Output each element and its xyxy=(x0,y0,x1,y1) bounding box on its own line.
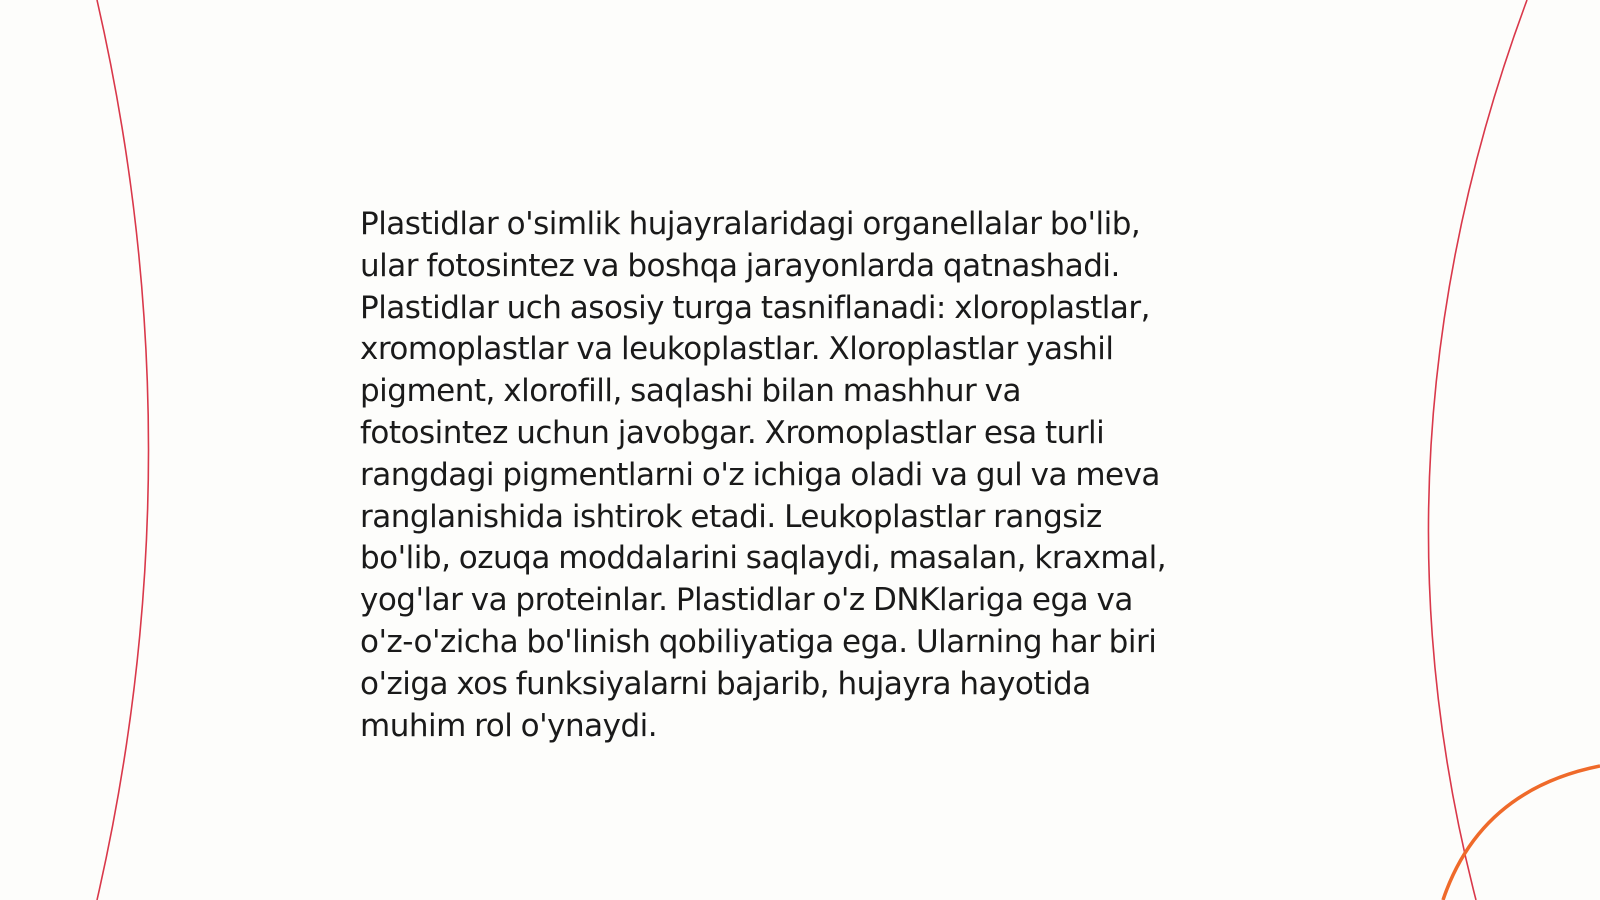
right-red-curve xyxy=(1428,0,1527,900)
paragraph-line: fotosintez uchun javobgar. Xromoplastlar esa turli xyxy=(360,414,1105,451)
paragraph-line: ular fotosintez va boshqa jarayonlarda qatnashadi. xyxy=(360,247,1120,284)
paragraph-line: ranglanishida ishtirok etadi. Leukoplastlar rangsiz xyxy=(360,498,1102,535)
body-paragraph xyxy=(360,204,1240,747)
orange-arc xyxy=(1443,766,1600,900)
paragraph-line: yog'lar va proteinlar. Plastidlar o'z DNKlariga ega va xyxy=(360,582,1133,619)
paragraph-line: Plastidlar uch asosiy turga tasniflanadi: xloroplastlar, xyxy=(360,289,1150,326)
paragraph-line: xromoplastlar va leukoplastlar. Xloroplastlar yashil xyxy=(360,331,1114,368)
paragraph-line: rangdagi pigmentlarni o'z ichiga oladi va gul va meva xyxy=(360,456,1160,493)
paragraph-line: o'ziga xos funksiyalarni bajarib, hujayra hayotida xyxy=(360,665,1091,702)
paragraph-line: pigment, xlorofill, saqlashi bilan mashhur va xyxy=(360,373,1021,410)
paragraph-line: bo'lib, ozuqa moddalarini saqlaydi, masalan, kraxmal, xyxy=(360,540,1167,577)
left-red-curve xyxy=(97,0,149,900)
paragraph-line: muhim rol o'ynaydi. xyxy=(360,707,658,744)
paragraph-line: o'z-o'zicha bo'linish qobiliyatiga ega. Ularning har biri xyxy=(360,623,1157,660)
paragraph-line: Plastidlar o'simlik hujayralaridagi organellalar bo'lib, xyxy=(360,206,1141,242)
